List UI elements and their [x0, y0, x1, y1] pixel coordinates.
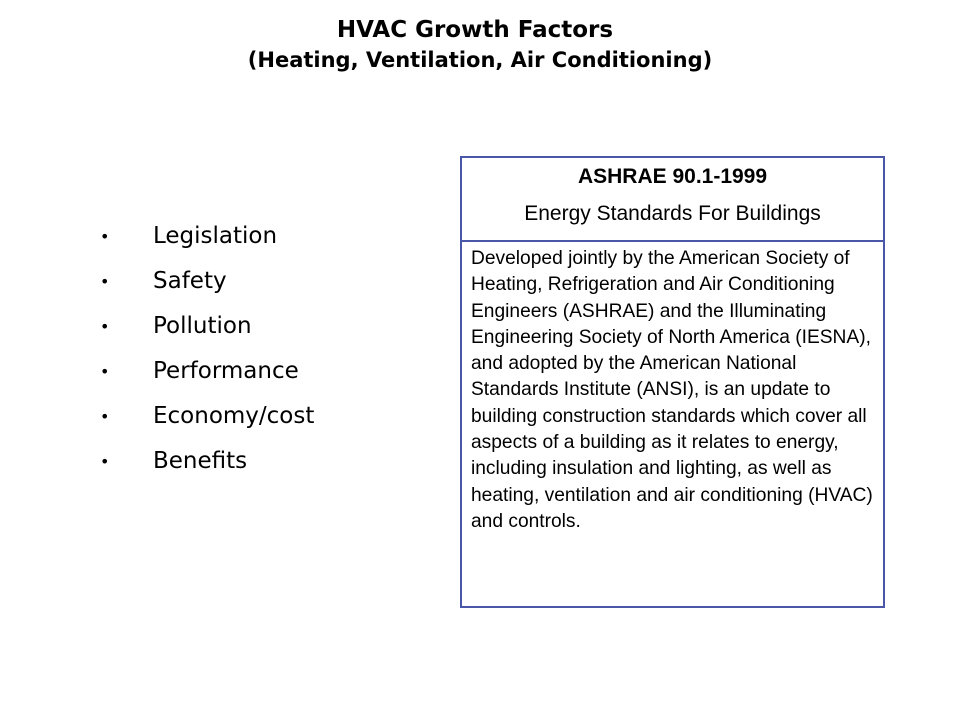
slide-title-main: HVAC Growth Factors: [336, 17, 614, 43]
standard-name: Energy Standards For Buildings: [524, 202, 821, 225]
standard-description: Developed jointly by the American Society of Heating, Refrigeration and Air Conditioning Engineers (ASHRAE) and the Illuminating Engineering Society of North America (IESNA), and adopted by the American National Standards Institute (ANSI), is an update to building construction standards which cover all aspects of a building as it relates to energy, including insulation and lighting, as well as heating, ventilation and air conditioning (HVAC) and controls.: [471, 248, 873, 532]
bullet-icon: •: [100, 317, 110, 336]
list-item-text: Benefits: [153, 448, 248, 474]
list-item-text: Pollution: [153, 313, 252, 339]
bullet-icon: •: [100, 452, 110, 471]
bullet-icon: •: [100, 362, 110, 381]
standard-header: [462, 158, 883, 242]
list-item-text: Economy/cost: [153, 403, 315, 429]
bullet-icon: •: [100, 407, 110, 426]
standard-info-box: [460, 156, 885, 608]
bullet-icon: •: [100, 227, 110, 246]
list-item-text: Legislation: [153, 223, 278, 249]
slide-title: [0, 14, 960, 74]
list-item-text: Performance: [153, 358, 299, 384]
bullet-icon: •: [100, 272, 110, 291]
slide-title-subtitle: (Heating, Ventilation, Air Conditioning): [247, 48, 713, 72]
standard-code: ASHRAE 90.1-1999: [577, 165, 768, 188]
list-item-text: Safety: [153, 268, 227, 294]
